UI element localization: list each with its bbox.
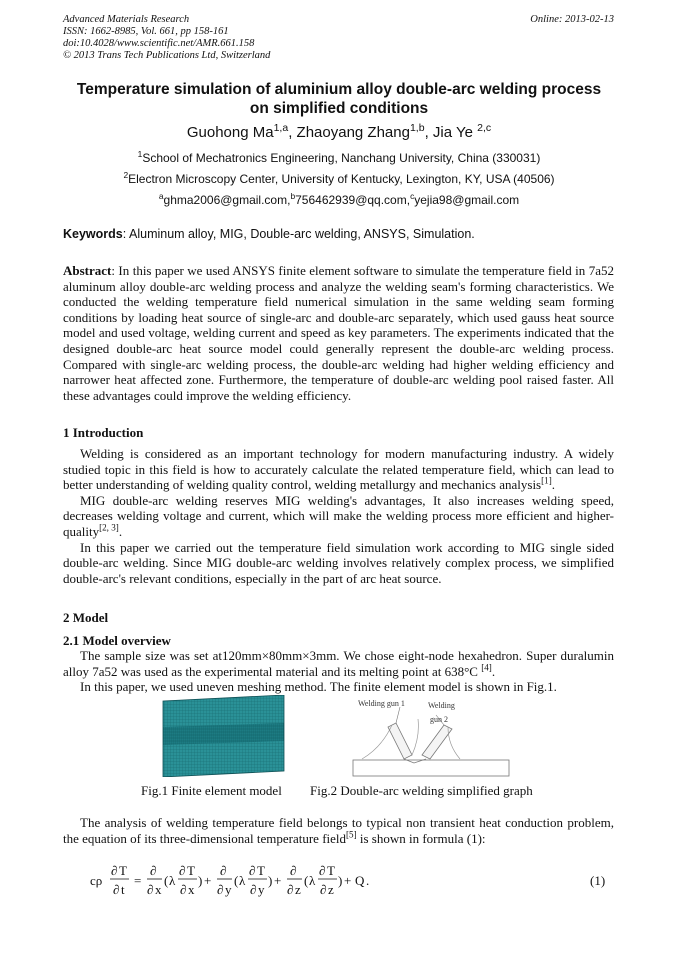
- eq-Q: Q: [355, 873, 365, 888]
- title-line-1: Temperature simulation of aluminium alloy double-arc welding process: [76, 81, 602, 98]
- eq-z: z: [328, 882, 334, 897]
- affiliation-2-sup: 2: [123, 170, 129, 180]
- author-2: , Zhaoyang Zhang: [288, 124, 410, 141]
- citation-4[interactable]: [4]: [481, 662, 492, 673]
- citation-5[interactable]: [5]: [346, 829, 357, 840]
- abstract: [63, 263, 614, 403]
- welding-gun-2: [422, 725, 452, 759]
- eq-close-paren: ): [198, 873, 203, 888]
- eq-partial: ∂: [111, 863, 118, 878]
- email-c[interactable]: yejia98@gmail.com: [414, 193, 520, 207]
- gun-1-label: Welding gun 1: [358, 699, 405, 708]
- eq-plus: +: [274, 873, 282, 888]
- finite-element-mesh-figure: [161, 695, 286, 777]
- eq-lambda: λ: [169, 873, 176, 888]
- author-2-sup: 1,b: [409, 122, 425, 134]
- analysis-end: is shown in formula (1):: [356, 830, 486, 846]
- journal-header: [63, 14, 270, 62]
- model-paragraph-2: In this paper, we used uneven meshing method. The finite element model is shown in Fig.1.: [80, 679, 557, 695]
- eq-partial: ∂: [180, 882, 187, 897]
- eq-T: T: [257, 863, 265, 878]
- eq-equals: =: [134, 873, 142, 888]
- gun-2-label: gun 2: [430, 715, 448, 724]
- intro-p1-end: .: [551, 477, 555, 493]
- eq-open-paren: (: [304, 873, 309, 888]
- melting-point-unit: °C: [464, 663, 482, 679]
- affiliation-2-text: Electron Microscopy Center, University of Kentucky, Lexington, KY, USA (40506): [128, 172, 555, 186]
- equation-number: (1): [590, 873, 606, 888]
- analysis-text: The analysis of welding temperature field belongs to typical non transient heat conduction problem, the equation of its three-dimensional temperature field: [63, 815, 614, 846]
- online-date: Online: 2013-02-13: [530, 14, 614, 25]
- eq-y: y: [225, 882, 232, 897]
- affiliation-1-text: School of Mechatronics Engineering, Nanchang University, China (330031): [142, 151, 541, 165]
- eq-T: T: [119, 863, 127, 878]
- model-heading: 2 Model: [63, 610, 109, 625]
- intro-paragraph-2: [63, 493, 614, 540]
- eq-partial: ∂: [290, 863, 297, 878]
- model-p1-text: The sample size was set at120mm×80mm×3mm. We chose eight-node hexahedron. Super duralumin alloy 7a52 was used as the experimental material and its melting point at 638: [63, 648, 614, 679]
- eq-partial: ∂: [320, 882, 327, 897]
- model-p1-end: .: [491, 663, 496, 679]
- eq-T: T: [187, 863, 195, 878]
- analysis-paragraph: [63, 815, 614, 846]
- eq-open-paren: (: [234, 873, 239, 888]
- eq-partial: ∂: [319, 863, 326, 878]
- intro-heading: 1 Introduction: [63, 425, 144, 440]
- eq-close-paren: ): [268, 873, 273, 888]
- abstract-label: Abstract: [63, 263, 112, 278]
- eq-lambda: λ: [309, 873, 316, 888]
- eq-partial: ∂: [249, 863, 256, 878]
- email-b-sup: b: [290, 191, 296, 201]
- eq-plus: +: [344, 873, 352, 888]
- eq-partial: ∂: [179, 863, 186, 878]
- eq-partial: ∂: [287, 882, 294, 897]
- email-a[interactable]: ghma2006@gmail.com,: [163, 193, 291, 207]
- eq-partial: ∂: [113, 882, 120, 897]
- heat-conduction-equation: [90, 858, 615, 902]
- journal-name: Advanced Materials Research: [63, 14, 190, 25]
- intro-p1-text: Welding is considered as an important technology for modern manufacturing industry. A widely studied topic in this field is how to accurately calculate the related temperature field, which can lead to better understanding of welding quality control, welding metallurgy and mechanics analysis: [63, 446, 614, 493]
- double-arc-welding-figure: [352, 697, 512, 777]
- author-3-sup: 2,c: [477, 122, 492, 134]
- model-subheading: 2.1 Model overview: [63, 633, 171, 648]
- eq-lambda: λ: [239, 873, 246, 888]
- figure-2-caption: Fig.2 Double-arc welding simplified graph: [310, 783, 533, 798]
- eq-period: .: [366, 873, 370, 888]
- affiliation-1: [0, 151, 678, 165]
- email-a-sup: a: [158, 191, 164, 201]
- affiliation-2: [0, 172, 678, 186]
- intro-p2-text: MIG double-arc welding reserves MIG welding's advantages, It also increases welding speed, decreases welding voltage and current, which will make the welding process more efficient and higher-quality: [63, 492, 614, 539]
- eq-t: t: [121, 882, 125, 897]
- copyright: © 2013 Trans Tech Publications Ltd, Switzerland: [63, 50, 271, 61]
- eq-partial: ∂: [220, 863, 227, 878]
- intro-paragraph-1: [63, 446, 614, 493]
- email-c-sup: c: [410, 191, 415, 201]
- author-list: [0, 124, 678, 141]
- author-3: , Jia Ye: [424, 124, 478, 141]
- welding-gun-1: [388, 723, 412, 759]
- model-paragraph-1: [63, 648, 614, 679]
- author-1: Guohong Ma: [186, 124, 274, 141]
- eq-z: z: [295, 882, 301, 897]
- email-b[interactable]: 756462939@qq.com,: [295, 193, 411, 207]
- intro-body: [63, 446, 614, 586]
- eq-plus: +: [204, 873, 212, 888]
- eq-partial: ∂: [147, 882, 154, 897]
- affiliation-1-sup: 1: [137, 149, 143, 159]
- eq-y: y: [258, 882, 265, 897]
- figure-1-caption: Fig.1 Finite element model: [141, 783, 282, 798]
- email-line: [0, 193, 678, 207]
- eq-partial: ∂: [217, 882, 224, 897]
- abstract-text: : In this paper we used ANSYS finite element software to simulate the temperature field in 7a52 aluminum alloy double-arc welding process and analyze the welding seam's forming characteristics. We conducted the welding temperature field numerical simulation in the same welding seam forming conditions by loading heat source of single-arc and double-arc separately, which used gauss heat source model and used voltage, welding current and speed as key parameters. The experiments indicated that the designed double-arc heat source model could generally represent the double-arc welding process. Compared with single-arc welding process, the double-arc welding had higher welding efficiency and narrower heat affected zone. Furthermore, the temperature of double-arc welding pool raised faster. All these advantages could improve the welding efficiency.: [63, 263, 614, 403]
- eq-c-rho: cρ: [90, 873, 103, 888]
- eq-x: x: [155, 882, 162, 897]
- issn: ISSN: 1662-8985, Vol. 661, pp 158-161: [63, 26, 229, 37]
- workpiece: [353, 760, 509, 776]
- model-body: [63, 648, 614, 695]
- eq-partial: ∂: [250, 882, 257, 897]
- intro-paragraph-3: In this paper we carried out the temperature field simulation work according to MIG single sided double-arc welding. Since MIG double-arc welding involves relatively complex process, we simplified double-arc's relevant conditions, especially in the part of arc heat source.: [63, 539, 614, 586]
- eq-open-paren: (: [164, 873, 169, 888]
- keywords-text: : Aluminum alloy, MIG, Double-arc welding, ANSYS, Simulation.: [122, 227, 475, 241]
- intro-p2-end: .: [118, 523, 123, 539]
- citation-1[interactable]: [1]: [541, 475, 552, 486]
- citation-2-3[interactable]: [2, 3]: [99, 522, 119, 533]
- eq-T: T: [327, 863, 335, 878]
- keywords: [63, 227, 475, 241]
- keywords-label: Keywords: [63, 227, 123, 241]
- title-line-2: on simplified conditions: [249, 100, 429, 117]
- welding-label: Welding: [428, 701, 455, 710]
- eq-x: x: [188, 882, 195, 897]
- paper-title: [50, 80, 628, 118]
- eq-partial: ∂: [150, 863, 157, 878]
- author-1-sup: 1,a: [273, 122, 289, 134]
- doi: doi:10.4028/www.scientific.net/AMR.661.158: [63, 38, 255, 49]
- eq-close-paren: ): [338, 873, 343, 888]
